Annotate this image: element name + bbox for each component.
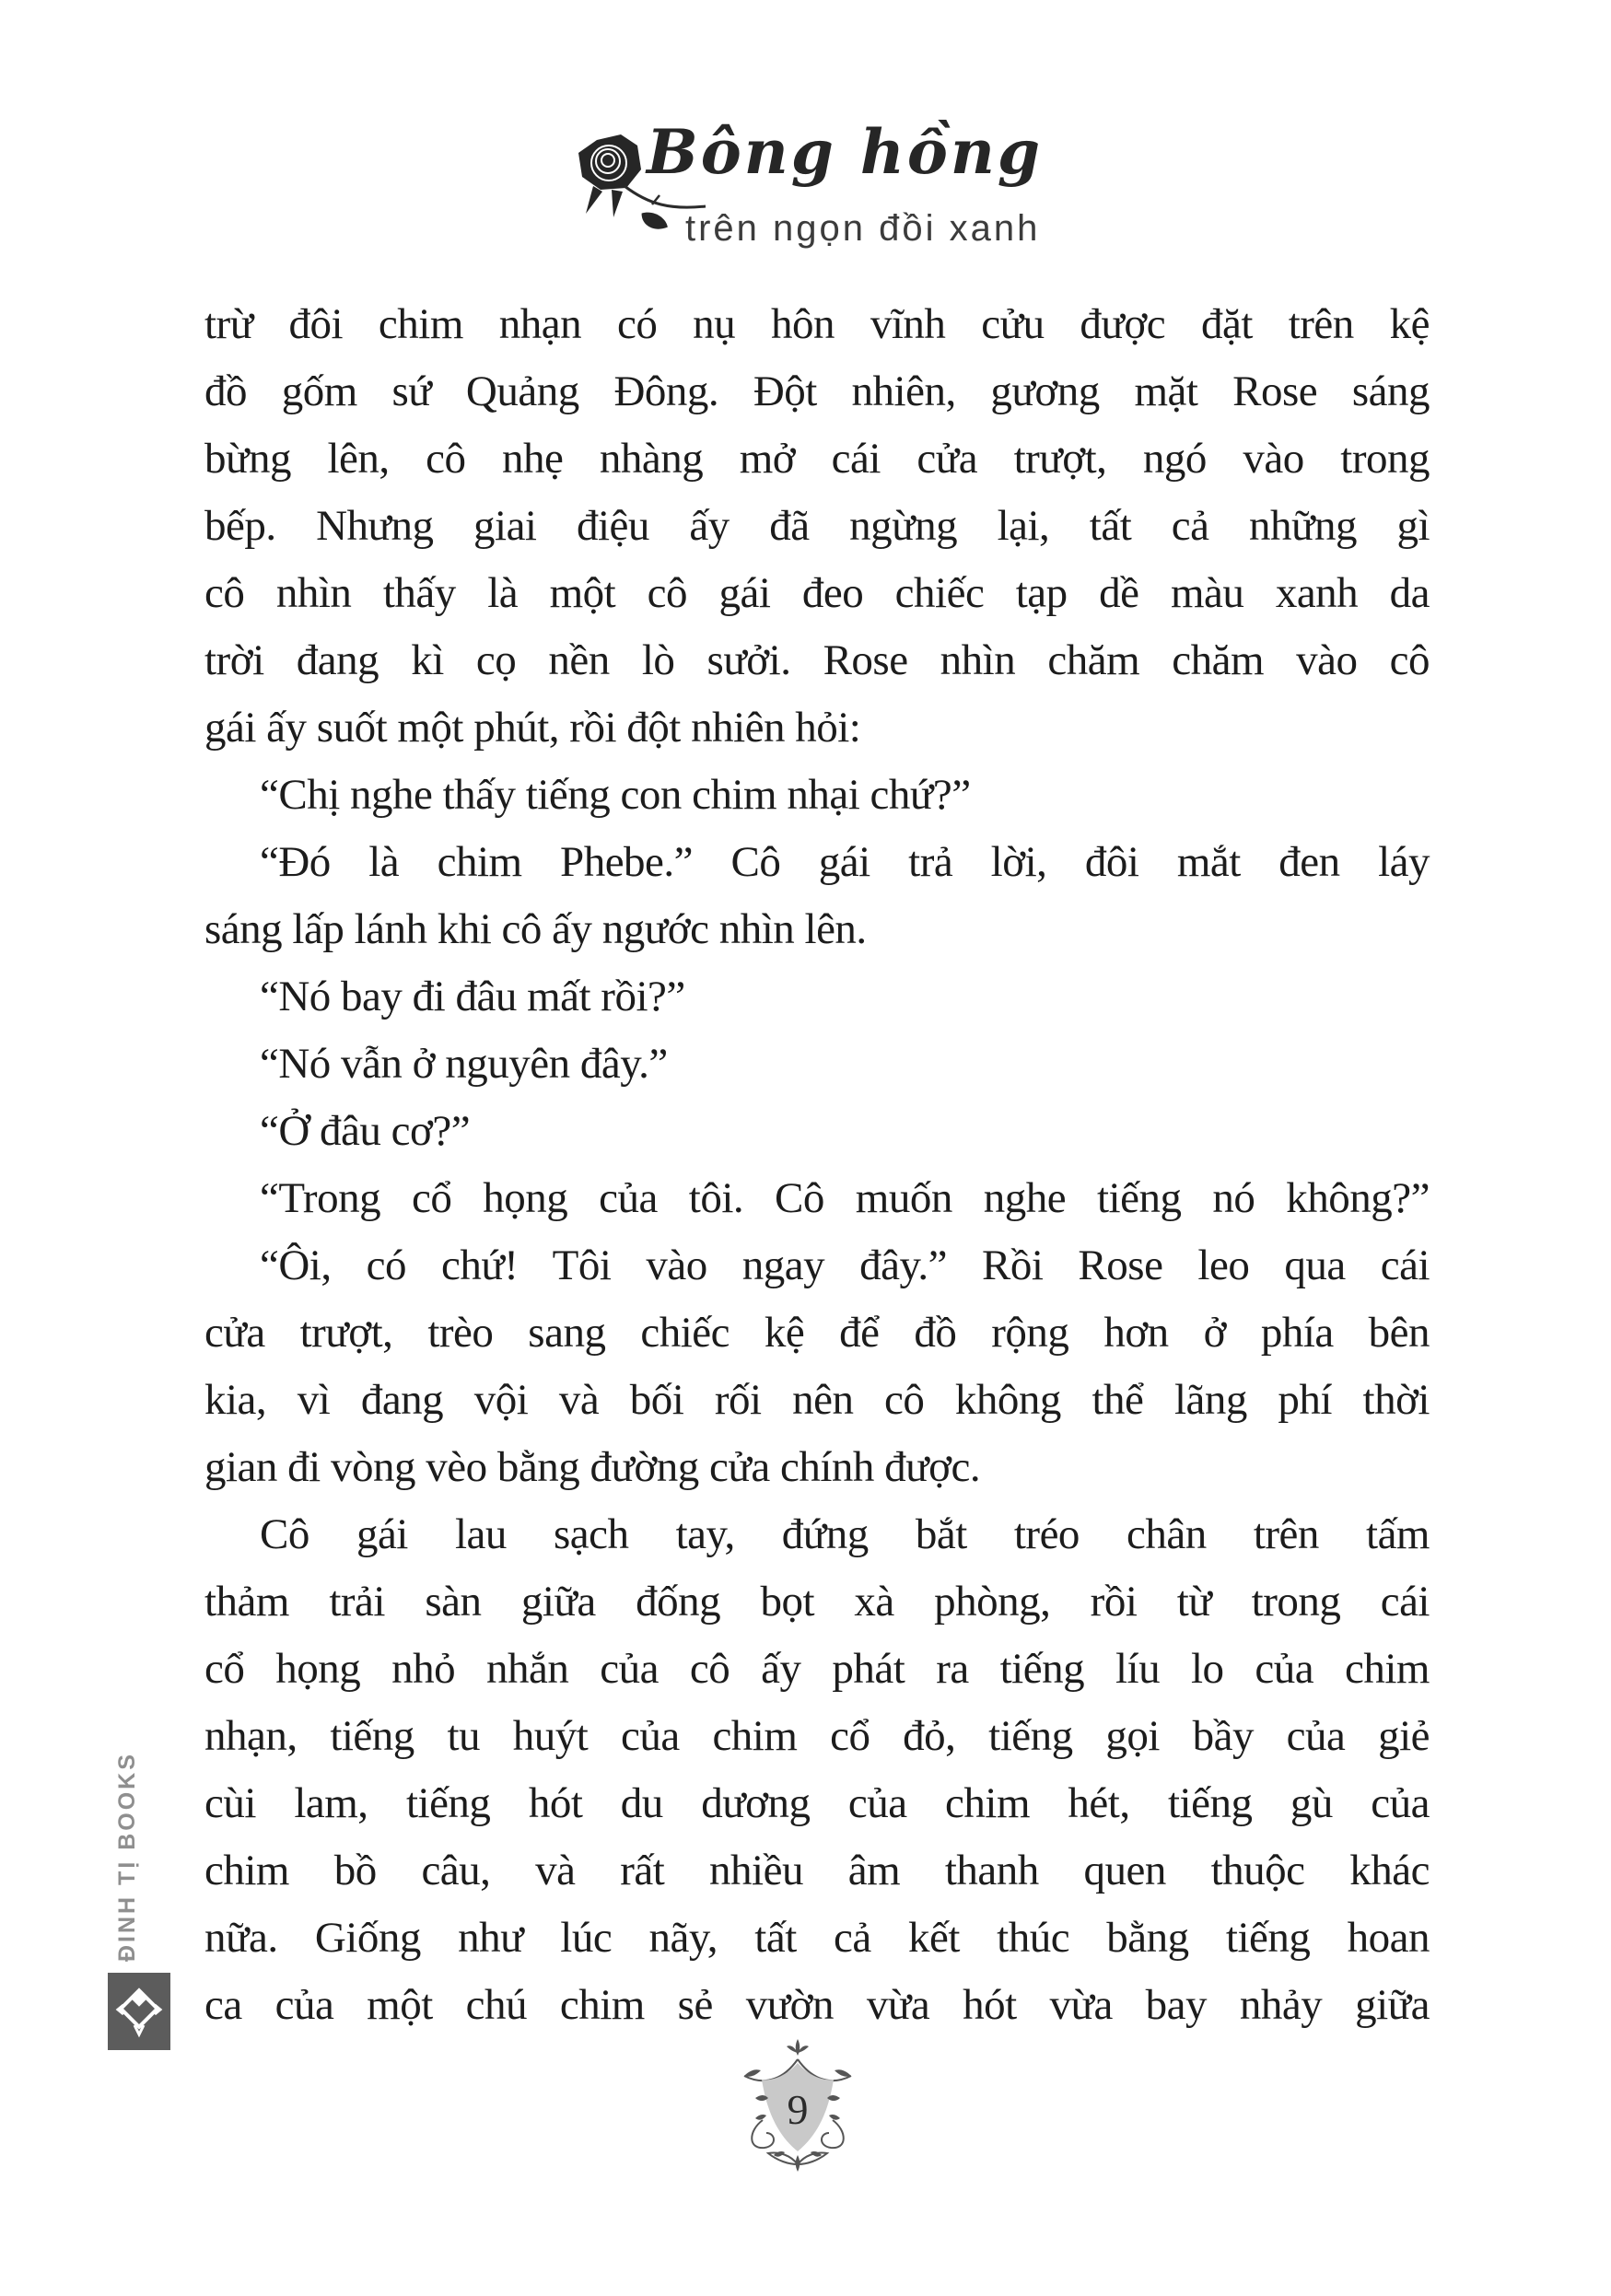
text-line: “Đó là chim Phebe.” Cô gái trả lời, đôi mắt đen láy	[260, 838, 1430, 886]
text-line: chim bồ câu, và rất nhiều âm thanh quen thuộc khác	[204, 1847, 1430, 1894]
text-line: “Nó vẫn ở nguyên đây.”	[260, 1040, 668, 1088]
text-line: “Trong cổ họng của tôi. Cô muốn nghe tiếng nó không?”	[260, 1174, 1430, 1222]
page-footer	[737, 2037, 858, 2183]
text-line: “Chị nghe thấy tiếng con chim nhại chứ?”	[260, 771, 971, 819]
text-line: trừ đôi chim nhạn có nụ hôn vĩnh cửu được đặt trên kệ	[204, 300, 1430, 348]
page-number: 9	[787, 2086, 809, 2133]
text-line: kia, vì đang vội và bối rối nên cô không thể lãng phí thời	[204, 1376, 1430, 1424]
text-line: cổ họng nhỏ nhắn của cô ấy phát ra tiếng líu lo của chim	[204, 1645, 1430, 1693]
text-line: gian đi vòng vèo bằng đường cửa chính được.	[204, 1443, 981, 1491]
text-line: bếp. Nhưng giai điệu ấy đã ngừng lại, tất cả những gì	[204, 502, 1430, 550]
text-line: nhạn, tiếng tu huýt của chim cổ đỏ, tiếng gọi bầy của giẻ	[204, 1712, 1430, 1760]
text-line: ca của một chú chim sẻ vườn vừa hót vừa bay nhảy giữa	[204, 1981, 1430, 2029]
text-line: Cô gái lau sạch tay, đứng bắt tréo chân trên tấm	[260, 1510, 1430, 1558]
text-line: cửa trượt, trèo sang chiếc kệ để đồ rộng hơn ở phía bên	[204, 1309, 1430, 1357]
page-subtitle: trên ngọn đồi xanh	[685, 208, 1041, 249]
text-line: “Nó bay đi đâu mất rồi?”	[260, 973, 685, 1020]
text-line: bừng lên, cô nhẹ nhàng mở cái cửa trượt, ngó vào trong	[204, 435, 1430, 483]
text-line: đồ gốm sứ Quảng Đông. Đột nhiên, gương mặt Rose sáng	[204, 367, 1430, 415]
page-title: Bông hồng	[647, 116, 1044, 188]
page-header	[0, 0, 1611, 286]
text-line: cô nhìn thấy là một cô gái đeo chiếc tạp dề màu xanh da	[204, 569, 1430, 617]
text-line: cùi lam, tiếng hót du dương của chim hét, tiếng gù của	[204, 1779, 1430, 1827]
text-line: trời đang kì cọ nền lò sưởi. Rose nhìn chăm chăm vào cô	[204, 636, 1430, 684]
text-line: thảm trải sàn giữa đống bọt xà phòng, rồi từ trong cái	[204, 1578, 1430, 1626]
text-line: “Ở đâu cơ?”	[260, 1107, 471, 1155]
text-line: sáng lấp lánh khi cô ấy ngước nhìn lên.	[204, 905, 867, 953]
publisher-logo	[108, 1973, 170, 2050]
text-line: gái ấy suốt một phút, rồi đột nhiên hỏi:	[204, 704, 861, 752]
text-line: nữa. Giống như lúc nãy, tất cả kết thúc bằng tiếng hoan	[204, 1914, 1430, 1962]
text-block	[204, 291, 1430, 2039]
diamond-icon	[114, 1981, 164, 2042]
publisher-name: ĐINH TỊ BOOKS	[114, 1752, 140, 1962]
text-line: “Ôi, có chứ! Tôi vào ngay đây.” Rồi Rose leo qua cái	[260, 1241, 1430, 1289]
